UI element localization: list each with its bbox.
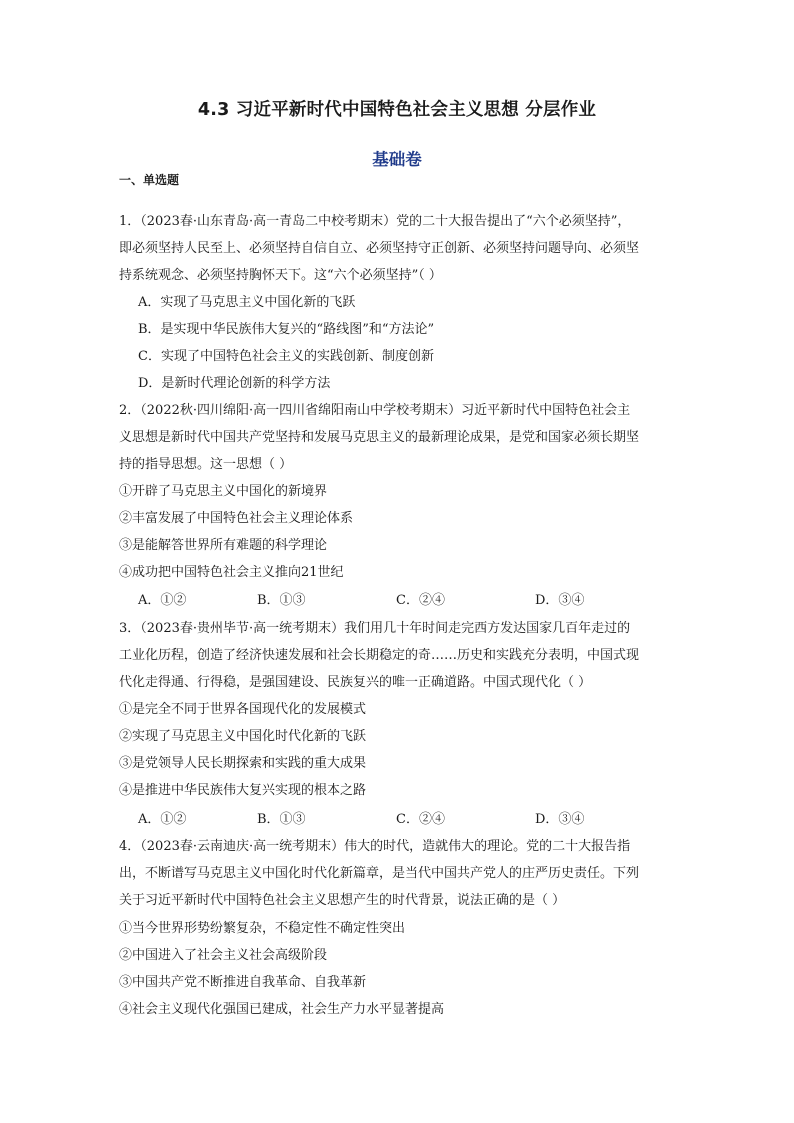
question-2-item-3: ③是能解答世界所有难题的科学理论: [119, 538, 328, 553]
question-3-line-3: 代化走得通、行得稳，是强国建设、民族复兴的唯一正确道路。中国式现代化（ ）: [119, 675, 592, 690]
question-2-line-3: 持的指导思想。这一思想（ ）: [119, 457, 293, 472]
question-4-item-2: ②中国进入了社会主义社会高级阶段: [119, 948, 328, 963]
question-2-choice-d[interactable]: D．③④: [535, 593, 585, 608]
question-1-option-a[interactable]: A．实现了马克思主义中国化新的飞跃: [138, 295, 356, 310]
question-2-choice-c[interactable]: C．②④: [396, 593, 445, 608]
question-3-choice-a[interactable]: A．①②: [138, 812, 187, 827]
question-3-item-1: ①是完全不同于世界各国现代化的发展模式: [119, 702, 367, 717]
question-1-line-1: 1．（2023春·山东青岛·高一青岛二中校考期末）党的二十大报告提出了“六个必须坚持”，: [119, 214, 631, 229]
question-3-line-2: 工业化历程，创造了经济快速发展和社会长期稳定的奇……历史和实践充分表明，中国式现: [119, 648, 640, 663]
page-subtitle: 基础卷: [372, 150, 422, 169]
question-4-item-4: ④社会主义现代化强国已建成，社会生产力水平显著提高: [119, 1002, 445, 1017]
page-title: 4.3 习近平新时代中国特色社会主义思想 分层作业: [197, 100, 597, 120]
question-4-item-3: ③中国共产党不断推进自我革命、自我革新: [119, 975, 367, 990]
question-1-option-d[interactable]: D．是新时代理论创新的科学方法: [138, 376, 331, 391]
question-2-choice-a[interactable]: A．①②: [138, 593, 187, 608]
question-3-item-3: ③是党领导人民长期探索和实践的重大成果: [119, 756, 367, 771]
question-3-choice-d[interactable]: D．③④: [535, 812, 585, 827]
question-2-item-1: ①开辟了马克思主义中国化的新境界: [119, 484, 328, 499]
question-2-line-1: 2．（2022秋·四川绵阳·高一四川省绵阳南山中学校考期末）习近平新时代中国特色社会主: [119, 403, 631, 418]
question-1-line-3: 持系统观念、必须坚持胸怀天下。这“六个必须坚持”（ ）: [119, 268, 442, 283]
question-4-line-3: 关于习近平新时代中国特色社会主义思想产生的时代背景，说法正确的是（ ）: [119, 893, 566, 908]
question-2-line-2: 义思想是新时代中国共产党坚持和发展马克思主义的最新理论成果，是党和国家必须长期坚: [119, 430, 640, 445]
question-3-item-2: ②实现了马克思主义中国化时代化新的飞跃: [119, 729, 367, 744]
question-1-line-2: 即必须坚持人民至上、必须坚持自信自立、必须坚持守正创新、必须坚持问题导向、必须坚: [119, 241, 640, 256]
question-1-option-b[interactable]: B．是实现中华民族伟大复兴的“路线图”和“方法论”: [138, 322, 435, 337]
question-3-line-1: 3．（2023春·贵州毕节·高一统考期末）我们用几十年时间走完西方发达国家几百年走过的: [119, 621, 631, 636]
section-heading: 一、单选题: [119, 173, 180, 187]
question-4-item-1: ①当今世界形势纷繁复杂，不稳定性不确定性突出: [119, 921, 406, 936]
question-3-choice-b[interactable]: B．①③: [257, 812, 306, 827]
question-4-line-2: 出，不断谱写马克思主义中国化时代化新篇章，是当代中国共产党人的庄严历史责任。下列: [119, 866, 640, 881]
question-2-item-4: ④成功把中国特色社会主义推向21世纪: [119, 565, 344, 580]
question-3-item-4: ④是推进中华民族伟大复兴实现的根本之路: [119, 783, 367, 798]
question-4-line-1: 4．（2023春·云南迪庆·高一统考期末）伟大的时代，造就伟大的理论。党的二十大报告指: [119, 839, 631, 854]
question-2-choice-b[interactable]: B．①③: [257, 593, 306, 608]
question-2-item-2: ②丰富发展了中国特色社会主义理论体系: [119, 511, 354, 526]
question-1-option-c[interactable]: C．实现了中国特色社会主义的实践创新、制度创新: [138, 349, 434, 364]
question-3-choice-c[interactable]: C．②④: [396, 812, 445, 827]
